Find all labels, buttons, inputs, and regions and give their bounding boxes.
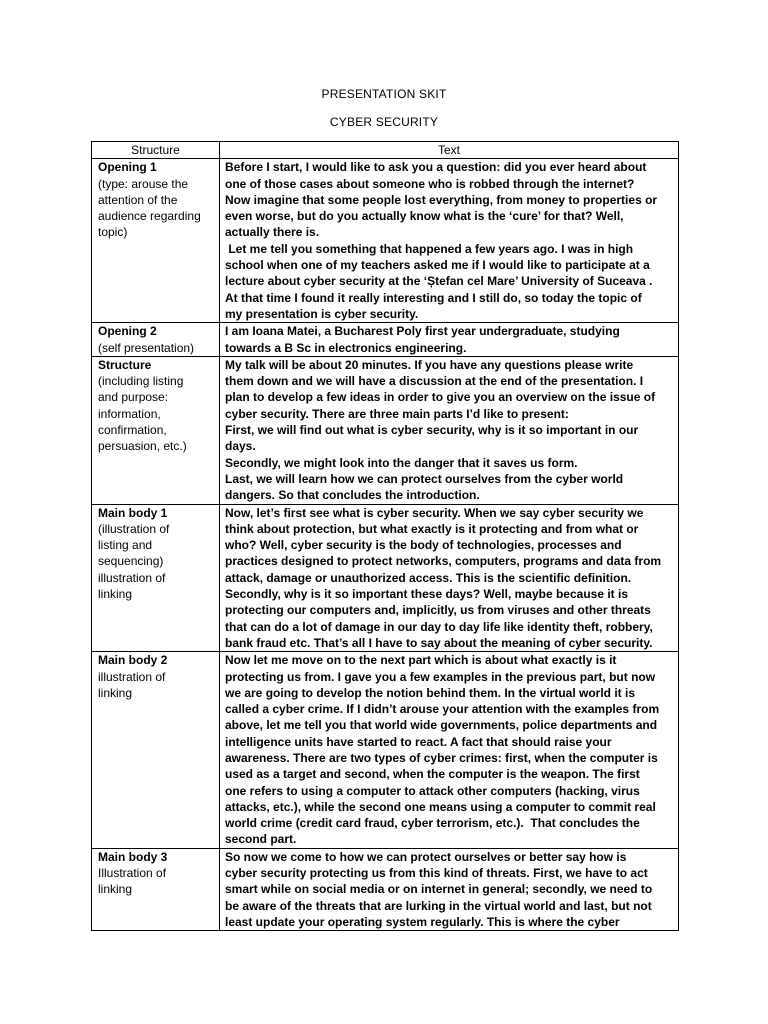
text-line: towards a B Sc in electronics engineering. xyxy=(225,340,467,355)
text-line: My talk will be about 20 minutes. If you have any questions please write xyxy=(225,357,634,372)
structure-cell xyxy=(92,323,220,357)
structure-line: Main body 2 xyxy=(98,653,168,668)
text-line: So now we come to how we can protect ourselves or better say how is xyxy=(225,849,627,864)
text-line: them down and we will have a discussion at the end of the presentation. I xyxy=(225,374,644,389)
text-line: At that time I found it really interesting and I still do, so today the topic of xyxy=(225,290,642,305)
text-cell xyxy=(220,848,679,930)
structure-line: illustration of xyxy=(98,669,166,684)
text-line: lecture about cyber security at the ‘Ștefan cel Mare’ University of Suceava . xyxy=(225,274,653,289)
structure-cell xyxy=(92,504,220,652)
text-line: I am Ioana Matei, a Bucharest Poly first year undergraduate, studying xyxy=(225,324,620,339)
document-subtitle: CYBER SECURITY xyxy=(329,115,439,129)
text-line: smart while on social media or on internet in general; secondly, we need to xyxy=(225,882,653,897)
structure-line: Main body 3 xyxy=(98,849,168,864)
structure-line: and purpose: xyxy=(98,390,169,405)
structure-line: topic) xyxy=(98,225,128,240)
text-line: Before I start, I would like to ask you a question: did you ever heard about xyxy=(225,160,647,175)
text-line: attack, damage or unauthorized access. This is the scientific definition. xyxy=(225,570,632,585)
text-line: think about protection, but what exactly is it protecting and from what or xyxy=(225,521,639,536)
text-line: Secondly, we might look into the danger that it saves us form. xyxy=(225,455,578,470)
structure-line: (self presentation) xyxy=(98,340,195,355)
text-line: First, we will find out what is cyber security, why is it so important in our xyxy=(225,423,639,438)
text-line: days. xyxy=(225,439,256,454)
structure-line: linking xyxy=(98,587,133,602)
text-line: that can do a lot of damage in our day to day life like identity theft, robbery, xyxy=(225,619,653,634)
structure-line: information, xyxy=(98,406,161,421)
text-cell xyxy=(220,323,679,357)
text-cell xyxy=(220,504,679,652)
text-line: Now let me move on to the next part which is about what exactly is it xyxy=(225,653,617,668)
text-line: be aware of the threats that are lurking in the virtual world and last, but not xyxy=(225,898,652,913)
text-line: Last, we will learn how we can protect ourselves from the cyber world xyxy=(225,471,624,486)
structure-line: sequencing) xyxy=(98,554,164,569)
text-cell xyxy=(220,652,679,849)
text-line: cyber security. There are three main parts I’d like to present: xyxy=(225,406,569,421)
structure-line: Main body 1 xyxy=(98,505,168,520)
structure-line: Opening 1 xyxy=(98,160,157,175)
text-cell xyxy=(220,159,679,323)
text-line: bank fraud etc. That’s all I have to say about the meaning of cyber security. xyxy=(225,635,653,650)
text-line: Let me tell you something that happened a few years ago. I was in high xyxy=(225,241,634,256)
text-line: used as a target and second, when the computer is the weapon. The first xyxy=(225,767,640,782)
structure-line: confirmation, xyxy=(98,423,167,438)
table-header-row xyxy=(92,142,679,159)
structure-line: linking xyxy=(98,882,133,897)
table-row xyxy=(92,159,679,323)
text-line: above, let me tell you that world wide governments, police departments and xyxy=(225,718,658,733)
structure-line: (type: arouse the xyxy=(98,176,189,191)
structure-line: Opening 2 xyxy=(98,324,157,339)
text-line: world crime (credit card fraud, cyber terrorism, etc.). That concludes the xyxy=(225,816,640,831)
text-line: intelligence units have started to react. A fact that should raise your xyxy=(225,734,612,749)
text-line: practices designed to protect networks, computers, programs and data from xyxy=(225,554,662,569)
structure-line: persuasion, etc.) xyxy=(98,439,187,454)
text-line: protecting our computers and, implicitly, us from viruses and other threats xyxy=(225,603,651,618)
structure-cell xyxy=(92,848,220,930)
table-row xyxy=(92,652,679,849)
text-line: who? Well, cyber security is the body of technologies, processes and xyxy=(225,538,622,553)
structure-line: Illustration of xyxy=(98,866,167,881)
text-line: Secondly, why is it so important these days? Well, maybe because it is xyxy=(225,587,629,602)
structure-line: audience regarding xyxy=(98,209,201,224)
structure-line: listing and xyxy=(98,538,153,553)
text-line: Now imagine that some people lost everything, from money to properties or xyxy=(225,192,658,207)
text-line: cyber security protecting us from this kind of threats. First, we have to act xyxy=(225,866,648,881)
text-line: dangers. So that concludes the introduction. xyxy=(225,488,480,503)
text-line: protecting us from. I gave you a few examples in the previous part, but now xyxy=(225,669,656,684)
text-line: awareness. There are two types of cyber crimes: first, when the computer is xyxy=(225,750,658,765)
structure-cell xyxy=(92,652,220,849)
text-line: actually there is. xyxy=(225,225,320,240)
structure-line: linking xyxy=(98,685,133,700)
structure-cell xyxy=(92,159,220,323)
text-line: even worse, but do you actually know what is the ‘cure’ for that? Well, xyxy=(225,209,624,224)
table-row xyxy=(92,323,679,357)
text-line: my presentation is cyber security. xyxy=(225,306,419,321)
text-line: attacks, etc.), while the second one means using a computer to commit real xyxy=(225,799,656,814)
text-line: plan to develop a few ideas in order to give you an overview on the issue of xyxy=(225,390,656,405)
text-line: we are going to develop the notion behind them. In the virtual world it is xyxy=(225,685,636,700)
skit-table xyxy=(91,141,679,931)
text-line: school when one of my teachers asked me if I would like to participate at a xyxy=(225,258,650,273)
table-row xyxy=(92,356,679,504)
document-title: PRESENTATION SKIT xyxy=(321,87,447,101)
text-cell xyxy=(220,356,679,504)
structure-line: attention of the xyxy=(98,192,178,207)
text-line: called a cyber crime. If I didn’t arouse your attention with the examples from xyxy=(225,702,660,717)
text-line: Now, let’s first see what is cyber security. When we say cyber security we xyxy=(225,505,644,520)
structure-line: (illustration of xyxy=(98,521,170,536)
text-line: second part. xyxy=(225,832,297,847)
header-text: Text xyxy=(220,142,679,159)
text-line: one refers to using a computer to attack other computers (hacking, virus xyxy=(225,783,640,798)
structure-line: (including listing xyxy=(98,374,184,389)
table-row xyxy=(92,504,679,652)
header-structure: Structure xyxy=(92,142,220,159)
text-line: one of those cases about someone who is robbed through the internet? xyxy=(225,176,635,191)
text-line: least update your operating system regularly. This is where the cyber xyxy=(225,914,620,929)
structure-cell xyxy=(92,356,220,504)
table-row xyxy=(92,848,679,930)
structure-line: illustration of xyxy=(98,570,166,585)
structure-line: Structure xyxy=(98,357,152,372)
